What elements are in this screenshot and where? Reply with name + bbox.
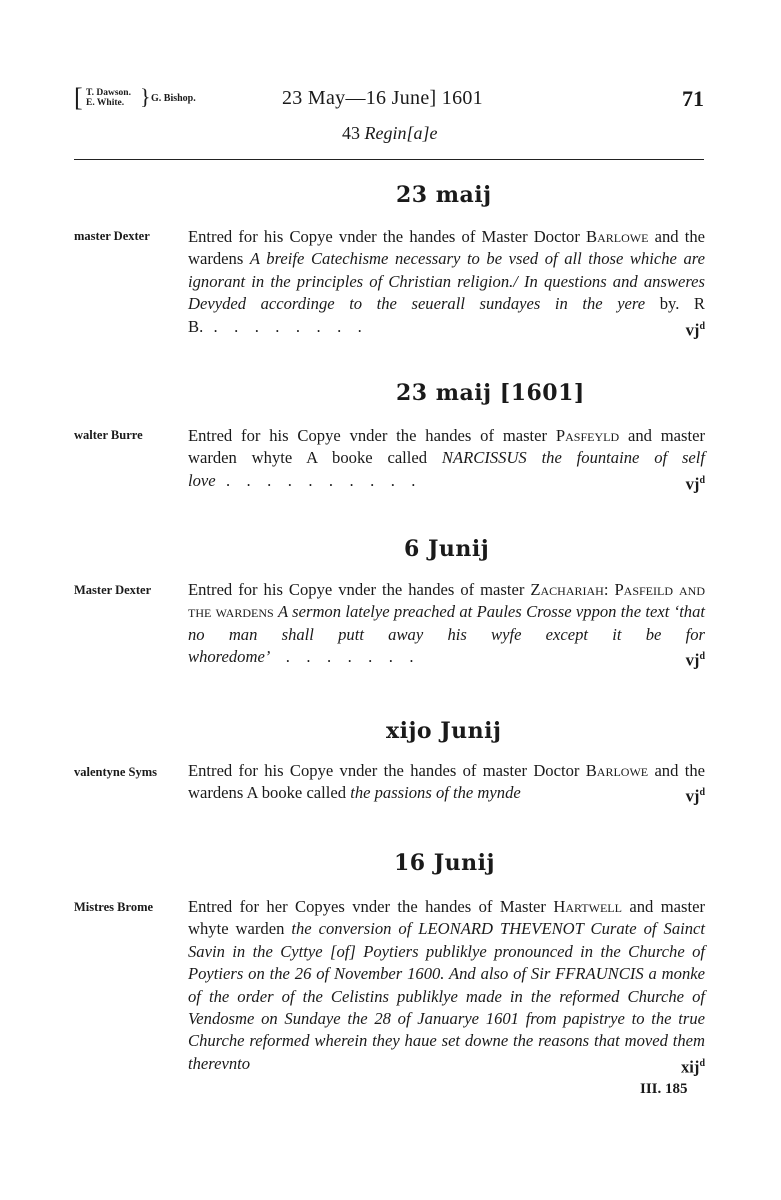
licenser-name: Zachariah: xyxy=(530,580,609,599)
printers-note xyxy=(86,88,131,108)
licenser-name: Barlowe xyxy=(585,761,649,780)
entry-prefix: Entred for his Copye vnder the handes of master Doctor xyxy=(188,761,586,780)
fee: $vj^d$ xyxy=(685,320,705,340)
entry-stationer: Master Dexter xyxy=(74,583,152,597)
entry-text xyxy=(188,896,705,1079)
entry-stationer: master Dexter xyxy=(74,229,150,243)
dot-leaders: . . . . . . . . . . xyxy=(215,470,417,490)
page-number: 71 xyxy=(682,86,704,111)
book-title: A breife Catechisme necessary to be vsed of all those whiche are ignorant in the principles of Christian religion./ In questions and answeres Devyded accordinge to the seuerall sundayes in the yere xyxy=(188,249,705,314)
entry-date: xijo Junij xyxy=(386,718,502,744)
owner-note: G. Bishop. xyxy=(151,93,196,104)
entry-text xyxy=(188,425,705,496)
regnal-number: 43 xyxy=(342,123,360,143)
entry-middle: and master warden whyte A booke called xyxy=(188,426,705,468)
header-rule xyxy=(74,159,704,160)
entry-middle: and master whyte warden xyxy=(188,897,705,939)
entry-middle: and the wardens xyxy=(188,227,705,269)
entry-prefix: Entred for his Copye vnder the handes of master xyxy=(188,426,556,445)
entry-date: 16 Junij xyxy=(394,850,495,876)
book-title: the conversion of LEONARD THEVENOT Curate of Sainct Savin in the Cyttye [of] Poytiers publiklye pronounced in the Churche of Poytiers on the 26 of November 1600. And also of Sir FFRAUNCIS a monke of the order of the Celistins publiklye made in the reformed Churche of Vendosme on Sundaye the 28 of Januarye 1601 from papistrye to the true Churche reformed wherein they haue set downe the reasons that moved them therevnto xyxy=(188,919,705,1073)
book-title: A sermon latelye preached at Paules Crosse vppon the text ‘that no man shall putt away his wyfe except it be for whoredome’ xyxy=(188,602,706,667)
dot-leaders: . . . . . . . xyxy=(270,647,415,667)
printer-white: E. White. xyxy=(86,98,125,108)
entry-text xyxy=(188,226,705,342)
entry-date: 6 Junij xyxy=(404,536,490,562)
entry-stationer: walter Burre xyxy=(74,428,143,442)
entry-tail: by. R B. xyxy=(188,294,705,336)
entry-middle: Pasfeild and the wardens xyxy=(188,580,705,622)
fee: $vj^d$ xyxy=(685,474,705,494)
entry-stationer: Mistres Brome xyxy=(74,900,154,914)
entry-prefix: Entred for his Copye vnder the handes of Master Doctor xyxy=(188,227,587,246)
fee: $vj^d$ xyxy=(685,650,705,670)
licenser-name: Pasfeyld xyxy=(555,426,620,445)
licenser-name: Barlowe xyxy=(586,227,649,246)
entry-stationer: valentyne Syms xyxy=(74,765,157,779)
entry-prefix: Entred for her Copyes vnder the handes of Master xyxy=(188,897,554,916)
entry-text xyxy=(188,579,705,672)
running-head-dates: 23 May—16 June] 1601 xyxy=(282,87,483,109)
entry-date: 23 maij xyxy=(396,182,492,208)
entry-date: 23 maij [1601] xyxy=(396,380,585,406)
fee: xij$^d$ xyxy=(681,1057,705,1077)
printer-dawson: T. Dawson. xyxy=(86,88,131,98)
entry-text xyxy=(188,760,705,808)
bracket-mark: [ xyxy=(74,83,83,112)
regnal-year xyxy=(342,123,437,144)
entry-middle: and the wardens A booke called xyxy=(188,761,705,803)
book-title: the passions of the mynde xyxy=(350,783,521,803)
regnal-word: Regin[a]e xyxy=(364,123,438,143)
entry-prefix: Entred for his Copye vnder the handes of master xyxy=(188,580,531,599)
brace-mark: } xyxy=(140,84,151,109)
folio-reference: III. 185 xyxy=(640,1081,688,1097)
fee: $vj^d$ xyxy=(685,786,705,806)
licenser-name: Hartwell xyxy=(553,897,622,916)
book-title: NARCISSUS the fountaine of self love xyxy=(188,448,705,490)
dot-leaders: . . . . . . . . xyxy=(203,316,363,336)
